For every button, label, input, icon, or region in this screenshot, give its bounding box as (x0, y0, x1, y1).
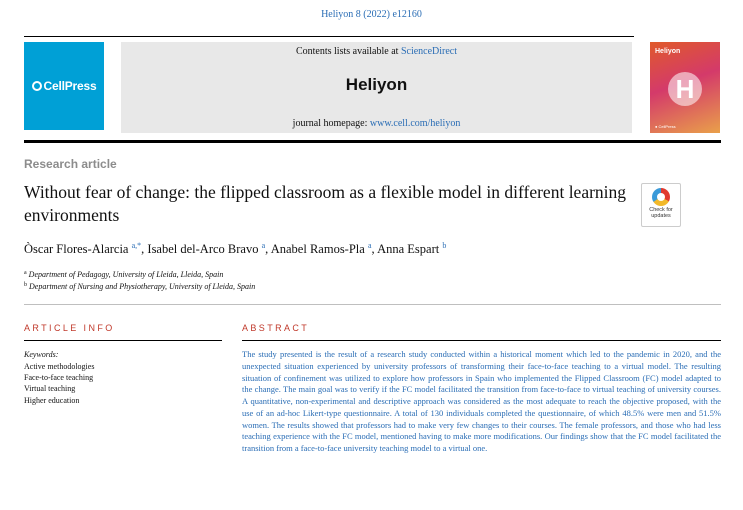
check-for-updates-button[interactable] (641, 183, 681, 227)
journal-masthead (121, 42, 632, 133)
author-affiliation-mark[interactable]: a (367, 241, 372, 250)
author[interactable] (147, 242, 270, 256)
homepage-prefix: journal homepage: (292, 118, 370, 129)
article-type: Research article (24, 157, 117, 171)
journal-reference[interactable]: Heliyon 8 (2022) e12160 (321, 9, 422, 20)
keyword-item: Active methodologies (24, 362, 95, 371)
crossmark-label-2: updates (651, 213, 671, 219)
author-separator: , (371, 242, 378, 256)
author-separator: , (141, 242, 148, 256)
keyword-item: Face-to-face teaching (24, 373, 94, 383)
cover-title: Heliyon (655, 48, 681, 55)
sciencedirect-link[interactable]: ScienceDirect (400, 46, 458, 57)
cellpress-logo-icon (32, 81, 42, 91)
author[interactable] (24, 242, 147, 256)
affiliation-label: a (24, 270, 27, 276)
crossmark-icon (652, 188, 670, 206)
author-affiliation-mark[interactable]: b (442, 241, 447, 250)
author-list (24, 241, 446, 257)
header-divider (24, 140, 721, 143)
contents-line (121, 46, 632, 57)
abstract-heading: ABSTRACT (242, 323, 310, 333)
author[interactable] (271, 242, 377, 256)
affiliations (24, 268, 255, 292)
author-name: Anna Espart (377, 242, 440, 256)
article-title: Without fear of change: the flipped classroom as a flexible model in different learning environments (24, 182, 627, 225)
journal-cover-image[interactable] (650, 42, 720, 133)
keywords-list (24, 361, 94, 406)
author-affiliation-mark[interactable]: a,* (131, 241, 142, 250)
abstract-rule (242, 340, 721, 341)
journal-homepage-link[interactable]: www.cell.com/heliyon (369, 118, 461, 129)
crossmark-label-1: Check for (649, 207, 673, 213)
author[interactable] (377, 242, 446, 256)
top-divider (24, 36, 634, 37)
homepage-line (121, 118, 632, 129)
affiliation-text: Department of Nursing and Physiotherapy, University of Lleida, Spain (29, 282, 256, 291)
affiliation-label: b (24, 282, 27, 288)
author-name: Isabel del-Arco Bravo (147, 242, 259, 256)
cover-publisher-mark: ● CellPress (655, 124, 676, 129)
author-name: Òscar Flores-Alarcia (24, 242, 129, 256)
author-affiliation-mark[interactable]: a (261, 241, 266, 250)
cellpress-logo-box[interactable] (24, 42, 104, 130)
author-name: Anabel Ramos-Pla (270, 242, 365, 256)
article-info-heading: ARTICLE INFO (24, 323, 115, 333)
article-info-rule (24, 340, 222, 341)
journal-name: Heliyon (345, 75, 408, 94)
affiliation-item (24, 268, 255, 280)
author-separator: , (265, 242, 271, 256)
cellpress-logo-text: CellPress (43, 79, 97, 93)
affiliation-item (24, 280, 255, 292)
section-divider (24, 304, 721, 305)
contents-prefix: Contents lists available at (295, 46, 401, 57)
cellpress-logo (32, 79, 97, 93)
abstract-text: The study presented is the result of a research study conducted within a historical moment which led to the pandemic in 2020, and the unexpected situation experienced by university professors of transforming their face-to-face teaching to a virtual model. The resulting situation of confinement was utilized to explore how professors in Spain who implemented the Flipped Classroom (FC) model adapted to the change. The main goal was to verify if the FC model facilitated the transition from face-to-face to virtual teaching of university courses. A quantitative, non-experimental and descriptive approach was considered as the most adequate to reach the objective proposed, with the use of an ad-hoc Likert-type questionnaire. A total of 130 individuals completed the questionnaire, of which 48.5% were men and 51.5% women. The results showed that professors had to make very few changes to their courses. The female professors, and those who had less teaching experience with the FC model, mentioned having to make more modifications. Our findings show that the FC model facilitated the transition from a face-to-face university teaching model to a virtual one. (242, 349, 721, 453)
keyword-item: Higher education (24, 395, 80, 405)
keywords-label: Keywords: (24, 350, 59, 359)
affiliation-text: Department of Pedagogy, University of Lleida, Lleida, Spain (28, 270, 224, 279)
cover-h-icon: H (668, 72, 702, 106)
keyword-item: Virtual teaching (24, 384, 76, 394)
